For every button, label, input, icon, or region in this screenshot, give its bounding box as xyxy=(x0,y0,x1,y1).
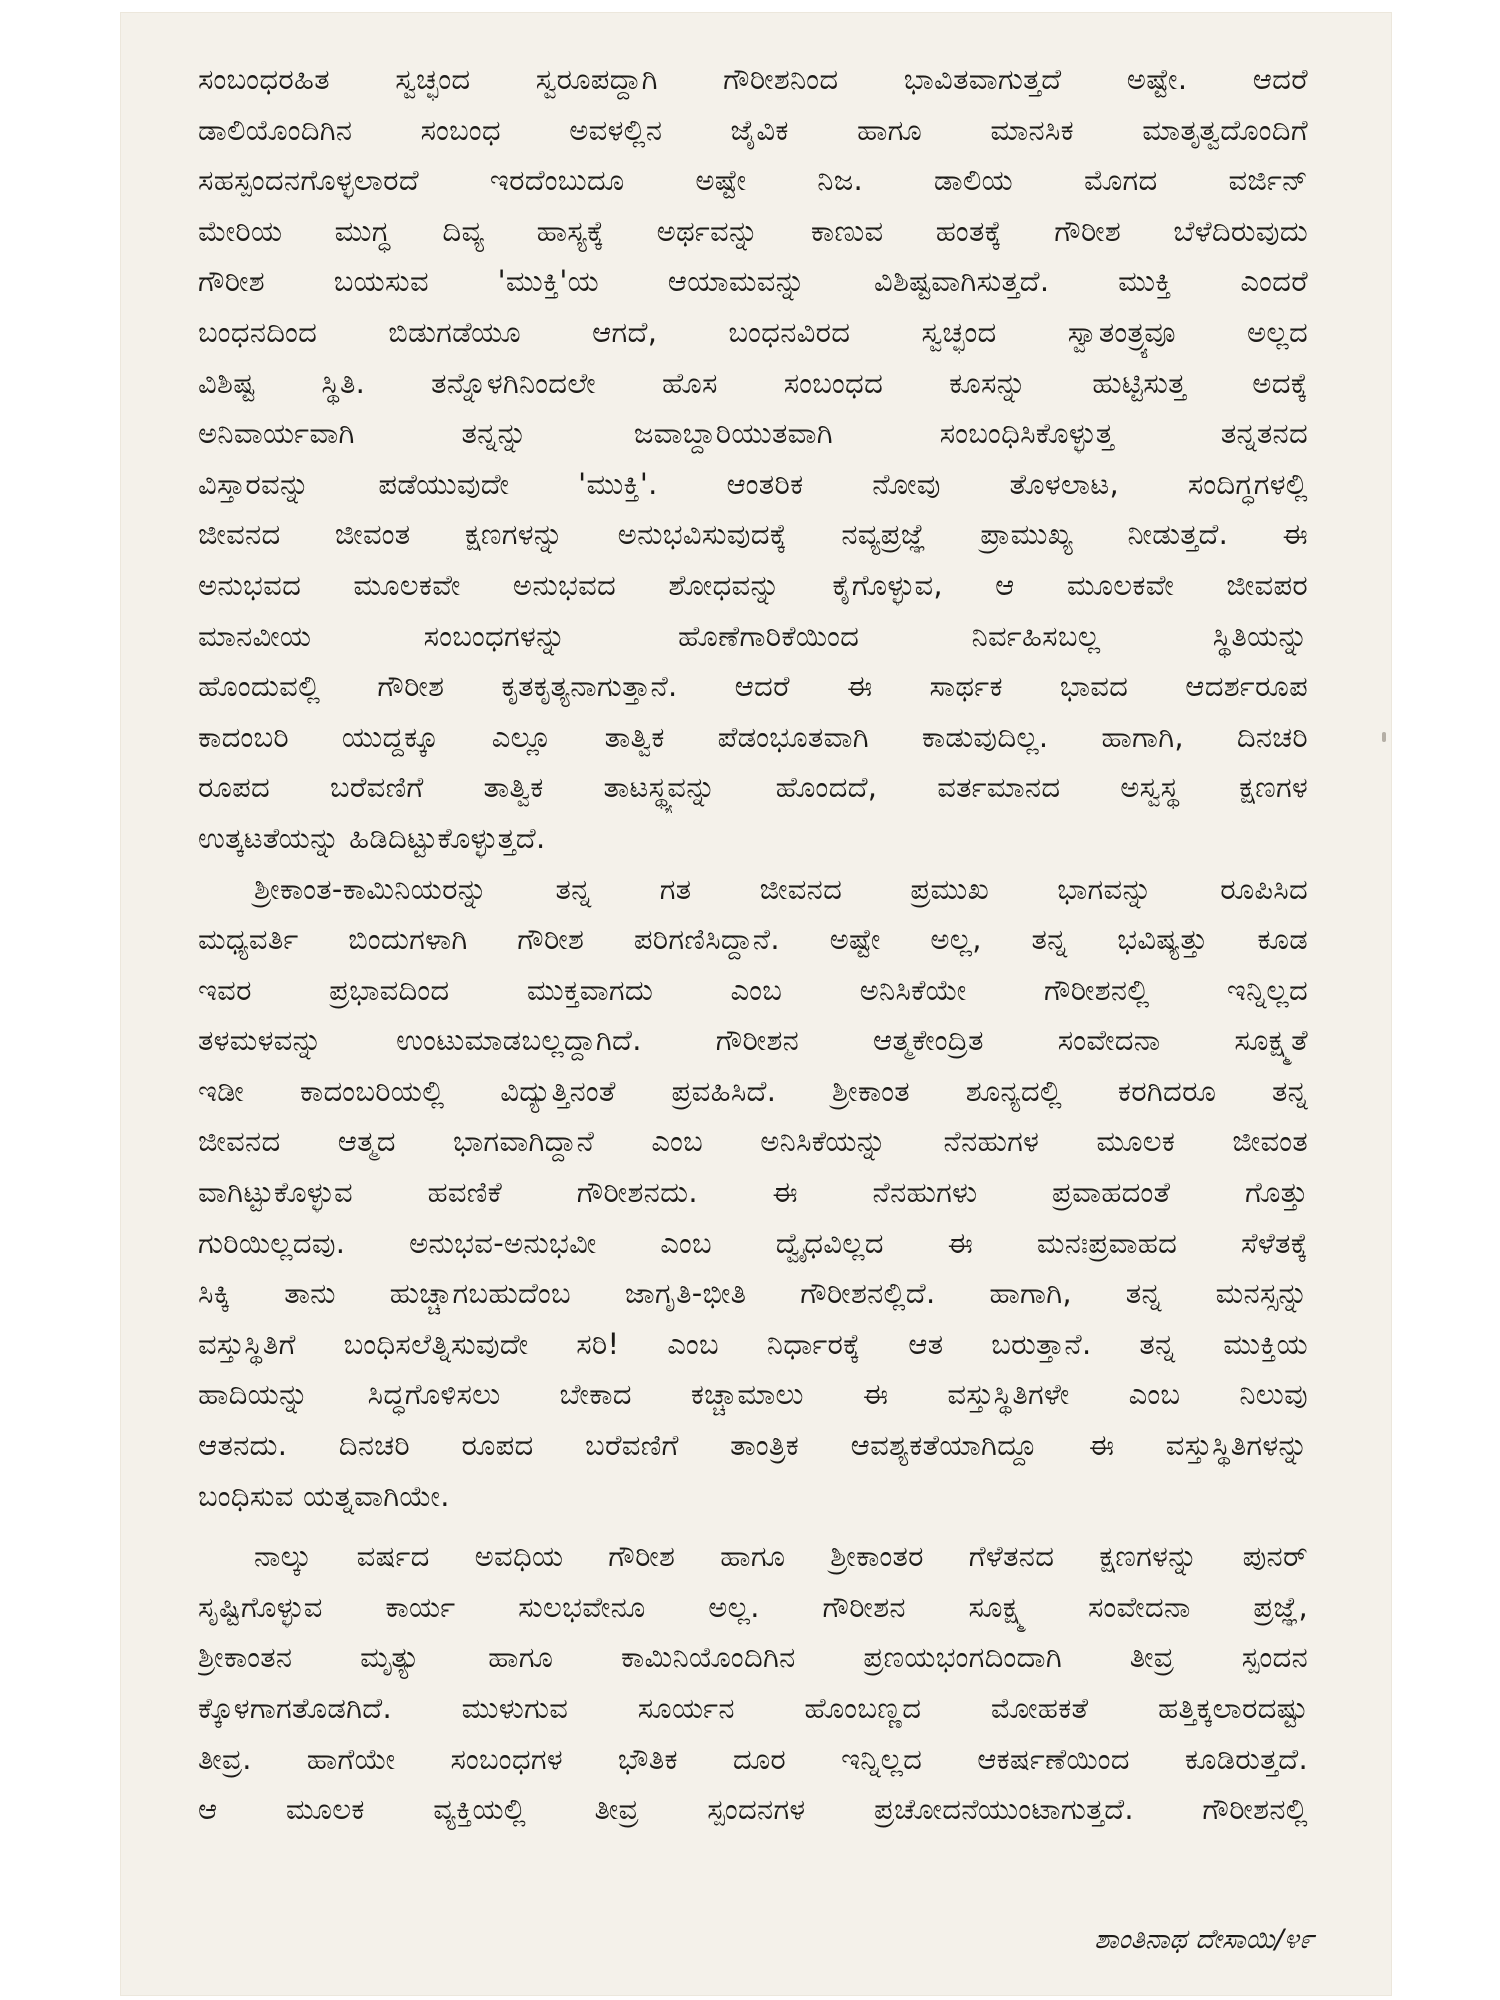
text-line: ವಿಶಿಷ್ಟ ಸ್ಥಿತಿ. ತನ್ನೊಳಗಿನಿಂದಲೇ ಹೊಸ ಸಂಬಂಧದ ಕೂಸನ್ನು ಹುಟ್ಟಿಸುತ್ತ ಅದಕ್ಕೆ xyxy=(198,365,1308,400)
text-line: ಅನಿವಾರ್ಯವಾಗಿ ತನ್ನನ್ನು ಜವಾಬ್ದಾರಿಯುತವಾಗಿ ಸಂಬಂಧಿಸಿಕೊಳ್ಳುತ್ತ ತನ್ನತನದ xyxy=(198,416,1308,451)
text-line: ಮಾನವೀಯ ಸಂಬಂಧಗಳನ್ನು ಹೊಣೆಗಾರಿಕೆಯಿಂದ ನಿರ್ವಹಿಸಬಲ್ಲ ಸ್ಥಿತಿಯನ್ನು xyxy=(198,618,1308,653)
text-line: ಶ್ರೀಕಾಂತ-ಕಾಮಿನಿಯರನ್ನು ತನ್ನ ಗತ ಜೀವನದ ಪ್ರಮುಖ ಭಾಗವನ್ನು ರೂಪಿಸಿದ xyxy=(254,871,1308,906)
paragraph-spacer xyxy=(198,1521,1308,1531)
text-line: ಹಾದಿಯನ್ನು ಸಿದ್ಧಗೊಳಿಸಲು ಬೇಕಾದ ಕಚ್ಚಾಮಾಲು ಈ ವಸ್ತುಸ್ಥಿತಿಗಳೇ ಎಂಬ ನಿಲುವು xyxy=(198,1377,1308,1412)
text-line: ಆತನದು. ದಿನಚರಿ ರೂಪದ ಬರೆವಣಿಗೆ ತಾಂತ್ರಿಕ ಆವಶ್ಯಕತೆಯಾಗಿದ್ದೂ ಈ ವಸ್ತುಸ್ಥಿತಿಗಳನ್ನು xyxy=(198,1428,1308,1463)
text-line: ರೂಪದ ಬರೆವಣಿಗೆ ತಾತ್ವಿಕ ತಾಟಸ್ಥ್ಯವನ್ನು ಹೊಂದದೆ, ವರ್ತಮಾನದ ಅಸ್ವಸ್ಥ ಕ್ಷಣಗಳ xyxy=(198,770,1308,805)
text-line: ಉತ್ಕಟತೆಯನ್ನು ಹಿಡಿದಿಟ್ಟುಕೊಳ್ಳುತ್ತದೆ. xyxy=(198,820,546,855)
text-line: ಸಂಬಂಧರಹಿತ ಸ್ವಚ್ಛಂದ ಸ್ವರೂಪದ್ದಾಗಿ ಗೌರೀಶನಿಂದ ಭಾವಿತವಾಗುತ್ತದೆ ಅಷ್ಟೇ. ಆದರೆ xyxy=(198,62,1308,96)
text-line: ಸಹಸ್ಪಂದನಗೊಳ್ಳಲಾರದೆ ಇರದೆಂಬುದೂ ಅಷ್ಟೇ ನಿಜ. ಡಾಲಿಯ ಮೊಗದ ವರ್ಜಿನ್ xyxy=(198,163,1308,198)
text-line: ಸೃಷ್ಟಿಗೊಳ್ಳುವ ಕಾರ್ಯ ಸುಲಭವೇನೂ ಅಲ್ಲ. ಗೌರೀಶನ ಸೂಕ್ಷ್ಮ ಸಂವೇದನಾ ಪ್ರಜ್ಞೆ, xyxy=(198,1589,1308,1624)
text-line: ವಸ್ತುಸ್ಥಿತಿಗೆ ಬಂಧಿಸಲೆತ್ನಿಸುವುದೇ ಸರಿ! ಎಂಬ ನಿರ್ಧಾರಕ್ಕೆ ಆತ ಬರುತ್ತಾನೆ. ತನ್ನ ಮುಕ್ತಿಯ xyxy=(198,1326,1308,1361)
paragraph-3 xyxy=(198,1531,1308,1835)
text-line: ಶ್ರೀಕಾಂತನ ಮೃತ್ಯು ಹಾಗೂ ಕಾಮಿನಿಯೊಂದಿಗಿನ ಪ್ರಣಯಭಂಗದಿಂದಾಗಿ ತೀವ್ರ ಸ್ಪಂದನ xyxy=(198,1640,1308,1675)
text-line: ಬಂಧಿಸುವ ಯತ್ನವಾಗಿಯೇ. xyxy=(198,1478,450,1513)
text-line: ಗೌರೀಶ ಬಯಸುವ 'ಮುಕ್ತಿ'ಯ ಆಯಾಮವನ್ನು ವಿಶಿಷ್ಟವಾಗಿಸುತ್ತದೆ. ಮುಕ್ತಿ ಎಂದರೆ xyxy=(198,264,1308,299)
text-line: ಮೇರಿಯ ಮುಗ್ಧ ದಿವ್ಯ ಹಾಸ್ಯಕ್ಕೆ ಅರ್ಥವನ್ನು ಕಾಣುವ ಹಂತಕ್ಕೆ ಗೌರೀಶ ಬೆಳೆದಿರುವುದು xyxy=(198,213,1308,248)
text-line: ಕ್ಕೊಳಗಾಗತೊಡಗಿದೆ. ಮುಳುಗುವ ಸೂರ್ಯನ ಹೊಂಬಣ್ಣದ ಮೋಹಕತೆ ಹತ್ತಿಕ್ಕಲಾರದಷ್ಟು xyxy=(198,1691,1308,1725)
text-line: ಜೀವನದ ಜೀವಂತ ಕ್ಷಣಗಳನ್ನು ಅನುಭವಿಸುವುದಕ್ಕೆ ನವ್ಯಪ್ರಜ್ಞೆ ಪ್ರಾಮುಖ್ಯ ನೀಡುತ್ತದೆ. ಈ xyxy=(198,517,1308,552)
text-line: ಹೊಂದುವಲ್ಲಿ ಗೌರೀಶ ಕೃತಕೃತ್ಯನಾಗುತ್ತಾನೆ. ಆದರೆ ಈ ಸಾರ್ಥಕ ಭಾವದ ಆದರ್ಶರೂಪ xyxy=(198,669,1308,704)
text-line: ಗುರಿಯಿಲ್ಲದವು. ಅನುಭವ-ಅನುಭವೀ ಎಂಬ ದ್ವೈಧವಿಲ್ಲದ ಈ ಮನಃಪ್ರವಾಹದ ಸೆಳೆತಕ್ಕೆ xyxy=(198,1225,1308,1260)
text-line: ಮಧ್ಯವರ್ತಿ ಬಿಂದುಗಳಾಗಿ ಗೌರೀಶ ಪರಿಗಣಿಸಿದ್ದಾನೆ. ಅಷ್ಟೇ ಅಲ್ಲ, ತನ್ನ ಭವಿಷ್ಯತ್ತು ಕೂಡ xyxy=(198,922,1308,957)
margin-mark xyxy=(1382,732,1386,742)
body-text xyxy=(198,54,1308,1835)
text-line: ಸಿಕ್ಕಿ ತಾನು ಹುಚ್ಚಾಗಬಹುದೆಂಬ ಜಾಗೃತಿ-ಭೀತಿ ಗೌರೀಶನಲ್ಲಿದೆ. ಹಾಗಾಗಿ, ತನ್ನ ಮನಸ್ಸನ್ನು xyxy=(198,1276,1308,1311)
text-line: ನಾಲ್ಕು ವರ್ಷದ ಅವಧಿಯ ಗೌರೀಶ ಹಾಗೂ ಶ್ರೀಕಾಂತರ ಗೆಳೆತನದ ಕ್ಷಣಗಳನ್ನು ಪುನರ್ xyxy=(254,1539,1308,1574)
paragraph-2 xyxy=(198,864,1308,1522)
text-line: ವಾಗಿಟ್ಟುಕೊಳ್ಳುವ ಹವಣಿಕೆ ಗೌರೀಶನದು. ಈ ನೆನಹುಗಳು ಪ್ರವಾಹದಂತೆ ಗೊತ್ತು xyxy=(198,1175,1308,1210)
text-line: ಬಂಧನದಿಂದ ಬಿಡುಗಡೆಯೂ ಆಗದೆ, ಬಂಧನವಿರದ ಸ್ವಚ್ಛಂದ ಸ್ವಾತಂತ್ರ್ಯವೂ ಅಲ್ಲದ xyxy=(198,314,1308,349)
text-line: ಅನುಭವದ ಮೂಲಕವೇ ಅನುಭವದ ಶೋಧವನ್ನು ಕೈಗೊಳ್ಳುವ, ಆ ಮೂಲಕವೇ ಜೀವಪರ xyxy=(198,567,1308,602)
text-line: ಇಡೀ ಕಾದಂಬರಿಯಲ್ಲಿ ವಿದ್ಯುತ್ತಿನಂತೆ ಪ್ರವಹಿಸಿದೆ. ಶ್ರೀಕಾಂತ ಶೂನ್ಯದಲ್ಲಿ ಕರಗಿದರೂ ತನ್ನ xyxy=(198,1073,1308,1108)
page-footer: ಶಾಂತಿನಾಥ ದೇಸಾಯಿ/೪೯ xyxy=(1094,1924,1314,1955)
text-line: ಜೀವನದ ಆತ್ಮದ ಭಾಗವಾಗಿದ್ದಾನೆ ಎಂಬ ಅನಿಸಿಕೆಯನ್ನು ನೆನಹುಗಳ ಮೂಲಕ ಜೀವಂತ xyxy=(198,1124,1308,1159)
text-line: ವಿಸ್ತಾರವನ್ನು ಪಡೆಯುವುದೇ 'ಮುಕ್ತಿ'. ಆಂತರಿಕ ನೋವು ತೊಳಲಾಟ, ಸಂದಿಗ್ಧಗಳಲ್ಲಿ xyxy=(198,466,1308,501)
book-page xyxy=(120,12,1392,1996)
text-line: ಇವರ ಪ್ರಭಾವದಿಂದ ಮುಕ್ತವಾಗದು ಎಂಬ ಅನಿಸಿಕೆಯೇ ಗೌರೀಶನಲ್ಲಿ ಇನ್ನಿಲ್ಲದ xyxy=(198,972,1308,1007)
paragraph-1 xyxy=(198,54,1308,864)
text-line: ಆ ಮೂಲಕ ವ್ಯಕ್ತಿಯಲ್ಲಿ ತೀವ್ರ ಸ್ಪಂದನಗಳ ಪ್ರಚೋದನೆಯುಂಟಾಗುತ್ತದೆ. ಗೌರೀಶನಲ್ಲಿ xyxy=(198,1792,1308,1827)
text-line: ತೀವ್ರ. ಹಾಗೆಯೇ ಸಂಬಂಧಗಳ ಭೌತಿಕ ದೂರ ಇನ್ನಿಲ್ಲದ ಆಕರ್ಷಣೆಯಿಂದ ಕೂಡಿರುತ್ತದೆ. xyxy=(198,1741,1308,1776)
text-line: ಡಾಲಿಯೊಂದಿಗಿನ ಸಂಬಂಧ ಅವಳಲ್ಲಿನ ಜೈವಿಕ ಹಾಗೂ ಮಾನಸಿಕ ಮಾತೃತ್ವದೊಂದಿಗೆ xyxy=(198,112,1308,147)
text-line: ತಳಮಳವನ್ನು ಉಂಟುಮಾಡಬಲ್ಲದ್ದಾಗಿದೆ. ಗೌರೀಶನ ಆತ್ಮಕೇಂದ್ರಿತ ಸಂವೇದನಾ ಸೂಕ್ಷ್ಮತೆ xyxy=(198,1023,1308,1058)
text-line: ಕಾದಂಬರಿ ಯುದ್ದಕ್ಕೂ ಎಲ್ಲೂ ತಾತ್ವಿಕ ಪೆಡಂಭೂತವಾಗಿ ಕಾಡುವುದಿಲ್ಲ. ಹಾಗಾಗಿ, ದಿನಚರಿ xyxy=(198,719,1308,754)
